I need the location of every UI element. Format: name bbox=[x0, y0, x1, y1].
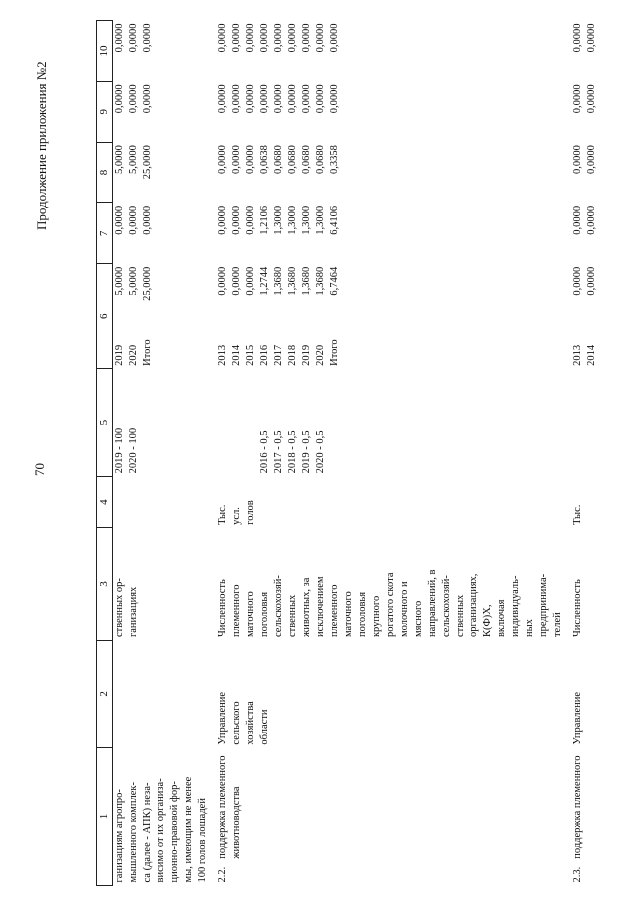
text-line: ных bbox=[524, 619, 536, 638]
text-line: 2020 - 100 bbox=[127, 427, 139, 474]
unit bbox=[565, 476, 599, 527]
unit bbox=[210, 476, 565, 527]
text-line: 2019 - 0,5 bbox=[301, 430, 313, 474]
text-line: 0,0000 bbox=[231, 145, 243, 175]
federal-funding bbox=[565, 203, 599, 264]
text-line: 2019 bbox=[301, 344, 313, 366]
text-line: мышленного комплек- bbox=[127, 782, 139, 883]
text-line: 1,3000 bbox=[301, 205, 313, 235]
text-line: 0,0000 bbox=[113, 84, 125, 114]
text-line: предпринима- bbox=[538, 573, 550, 638]
table-row bbox=[112, 21, 210, 886]
text-line: племенного bbox=[231, 584, 243, 638]
other-funding bbox=[210, 21, 565, 82]
text-line: 2013 bbox=[572, 344, 584, 366]
text-line: 0,0000 bbox=[287, 84, 299, 114]
text-line: 0,0000 bbox=[586, 145, 598, 175]
text-line: 0,0000 bbox=[586, 266, 598, 296]
text-line: 2020 - 0,5 bbox=[314, 430, 326, 474]
text-line: животных, за bbox=[301, 577, 313, 638]
indicator bbox=[565, 528, 599, 640]
text-line: 0,0000 bbox=[301, 23, 313, 53]
text-line: маточного bbox=[342, 591, 354, 638]
table-row bbox=[210, 21, 565, 886]
text-line: 2014 bbox=[586, 344, 598, 366]
text-line: 2019 - 100 bbox=[113, 427, 125, 474]
text-line: 0,0000 bbox=[572, 84, 584, 114]
other-funding bbox=[112, 21, 210, 82]
indicator bbox=[210, 528, 565, 640]
text-line: 0,0000 bbox=[245, 145, 257, 175]
text-line: животноводства bbox=[231, 786, 243, 859]
text-line: са (далее - АПК) неза- bbox=[141, 782, 153, 883]
page-number: 70 bbox=[32, 463, 47, 476]
text-line: Численность bbox=[217, 579, 229, 638]
text-line: Итого bbox=[141, 339, 153, 366]
text-line: 0,0000 bbox=[245, 205, 257, 235]
text-line bbox=[216, 372, 230, 474]
text-line: 0,0000 bbox=[113, 23, 125, 53]
text-line: 1,3000 bbox=[287, 205, 299, 235]
text-line: 0,0000 bbox=[113, 205, 125, 235]
text-line: мясного bbox=[412, 600, 424, 638]
program-table bbox=[96, 20, 599, 886]
text-line: 0,0000 bbox=[127, 205, 139, 235]
text-line: 1,3680 bbox=[273, 266, 285, 296]
text-line: 0,0000 bbox=[273, 84, 285, 114]
text-line: 5,0000 bbox=[127, 145, 139, 175]
text-line: сельскохозяй- bbox=[440, 575, 452, 638]
unit bbox=[112, 476, 210, 527]
text-line: 0,0000 bbox=[572, 266, 584, 296]
text-line: усл. bbox=[231, 507, 243, 525]
local-funding bbox=[210, 81, 565, 142]
regional-funding bbox=[565, 142, 599, 203]
text-line: 25,0000 bbox=[141, 145, 153, 180]
header-col-4: 4 bbox=[97, 476, 113, 527]
text-line: сельского bbox=[231, 701, 243, 745]
text-line: 1,3680 bbox=[301, 266, 313, 296]
text-line: ственных bbox=[454, 594, 466, 638]
text-line: 0,0000 bbox=[572, 145, 584, 175]
text-line: племенного bbox=[328, 584, 340, 638]
text-line: ственных ор- bbox=[113, 578, 125, 638]
measure-text bbox=[571, 755, 585, 858]
text-line: 2018 bbox=[287, 344, 299, 366]
text-line: 2016 bbox=[259, 344, 271, 366]
text-line: 0,0000 bbox=[273, 23, 285, 53]
text-line: 0,0000 bbox=[217, 205, 229, 235]
years bbox=[112, 324, 210, 368]
text-line: 0,0000 bbox=[586, 23, 598, 53]
text-line: 0,0000 bbox=[141, 84, 153, 114]
text-line: 0,0000 bbox=[127, 84, 139, 114]
text-line: 5,0000 bbox=[127, 266, 139, 296]
text-line: 1,2106 bbox=[259, 205, 271, 235]
text-line: Управление bbox=[217, 691, 229, 745]
measure-name bbox=[565, 748, 599, 886]
text-line: ционно-правовой фор- bbox=[169, 781, 181, 883]
text-line: 0,0000 bbox=[231, 23, 243, 53]
text-line: 2016 - 0,5 bbox=[259, 430, 271, 474]
regional-funding bbox=[210, 142, 565, 203]
text-line: крупного bbox=[370, 595, 382, 638]
text-line: 2020 bbox=[314, 344, 326, 366]
text-line: К(Ф)Х, bbox=[482, 604, 494, 638]
text-line: 25,0000 bbox=[141, 266, 153, 301]
federal-funding bbox=[210, 203, 565, 264]
text-line: 0,0000 bbox=[217, 84, 229, 114]
text-line: рогатого скота bbox=[384, 572, 396, 638]
text-line: 1,3000 bbox=[273, 205, 285, 235]
text-line: 0,0000 bbox=[287, 23, 299, 53]
text-line: поддержка племенного bbox=[572, 755, 584, 859]
text-line: 6,7464 bbox=[328, 266, 340, 296]
executor bbox=[210, 640, 565, 748]
text-line: 2018 - 0,5 bbox=[287, 430, 299, 474]
total-funding bbox=[565, 264, 599, 325]
text-line: ственных bbox=[287, 594, 299, 638]
text-line: 2013 bbox=[217, 344, 229, 366]
measure-name bbox=[112, 748, 210, 886]
text-line: ганизациях bbox=[127, 586, 139, 638]
target-values bbox=[565, 369, 599, 477]
text-line: 0,0000 bbox=[217, 266, 229, 296]
text-line: 0,0000 bbox=[127, 23, 139, 53]
other-funding bbox=[565, 21, 599, 82]
text-line: 0,0000 bbox=[217, 23, 229, 53]
text-line: 0,0000 bbox=[245, 84, 257, 114]
text-line: 2017 - 0,5 bbox=[273, 430, 285, 474]
text-line: исключением bbox=[314, 576, 326, 638]
text-line: маточного bbox=[245, 591, 257, 638]
text-line: 5,0000 bbox=[113, 145, 125, 175]
row-number: 2.3. bbox=[572, 866, 584, 883]
total-funding bbox=[210, 264, 565, 325]
text-line: голов bbox=[245, 500, 257, 525]
text-line: 2014 bbox=[231, 344, 243, 366]
text-line: 0,0000 bbox=[231, 205, 243, 235]
regional-funding bbox=[112, 142, 210, 203]
measure-text bbox=[216, 755, 244, 858]
text-line: Итого bbox=[328, 339, 340, 366]
text-line: 0,0000 bbox=[231, 266, 243, 296]
header-col-2: 2 bbox=[97, 640, 113, 748]
text-line: 0,0000 bbox=[328, 23, 340, 53]
text-line: поголовья bbox=[356, 591, 368, 638]
header-col-8: 8 bbox=[97, 142, 113, 203]
text-line: 0,0000 bbox=[314, 84, 326, 114]
total-funding bbox=[112, 264, 210, 325]
text-line: 0,0000 bbox=[301, 84, 313, 114]
local-funding bbox=[112, 81, 210, 142]
text-line: 0,0000 bbox=[572, 23, 584, 53]
years bbox=[210, 324, 565, 368]
text-line: сельскохозяй- bbox=[273, 575, 285, 638]
text-line: 0,0000 bbox=[328, 84, 340, 114]
text-line: организациях, bbox=[468, 573, 480, 638]
measure-name bbox=[210, 748, 565, 886]
text-line: области bbox=[259, 709, 271, 745]
rotated-table-container bbox=[96, 20, 596, 886]
text-line: 0,0000 bbox=[314, 23, 326, 53]
header-col-6: 6 bbox=[97, 264, 113, 369]
text-line: 0,0000 bbox=[141, 23, 153, 53]
text-line: 1,3680 bbox=[314, 266, 326, 296]
text-line: ганизациям агропро- bbox=[113, 789, 125, 883]
header-col-7: 7 bbox=[97, 203, 113, 264]
text-line: 1,3680 bbox=[287, 266, 299, 296]
years bbox=[565, 324, 599, 368]
text-line: 0,0000 bbox=[586, 84, 598, 114]
text-line: 0,0680 bbox=[301, 145, 313, 175]
text-line: 1,2744 bbox=[259, 266, 271, 296]
text-line: Численность bbox=[572, 579, 584, 638]
row-number: 2.2. bbox=[217, 866, 229, 883]
text-line: 0,0000 bbox=[586, 205, 598, 235]
text-line: 0,3358 bbox=[328, 145, 340, 175]
text-line: 2019 bbox=[113, 344, 125, 366]
target-values bbox=[112, 369, 210, 477]
header-col-1: 1 bbox=[97, 748, 113, 886]
header-col-9: 9 bbox=[97, 81, 113, 142]
text-line bbox=[244, 372, 258, 474]
text-line: Тыс. bbox=[217, 504, 229, 525]
text-line: 2017 bbox=[273, 344, 285, 366]
text-line: поголовья bbox=[259, 591, 271, 638]
executor bbox=[112, 640, 210, 748]
text-line: телей bbox=[552, 612, 564, 638]
text-line: 0,0000 bbox=[231, 84, 243, 114]
indicator bbox=[112, 528, 210, 640]
continuation-heading: Продолжение приложения №2 bbox=[34, 61, 49, 230]
target-values bbox=[210, 369, 565, 477]
federal-funding bbox=[112, 203, 210, 264]
text-line: Тыс. bbox=[572, 504, 584, 525]
text-line: молочного и bbox=[398, 581, 410, 638]
text-line: 100 голов лошадей bbox=[197, 798, 209, 883]
text-line bbox=[230, 372, 244, 474]
text-line: мы, имеющим не менее bbox=[183, 776, 195, 883]
text-line: поддержка племенного bbox=[217, 755, 229, 859]
text-line: 0,0638 bbox=[259, 145, 271, 175]
table-row bbox=[565, 21, 599, 886]
header-col-5: 5 bbox=[97, 369, 113, 477]
text-line: висимо от их организа- bbox=[155, 778, 167, 883]
text-line: 0,0000 bbox=[141, 205, 153, 235]
text-line: 6,4106 bbox=[328, 205, 340, 235]
text-line: включая bbox=[496, 599, 508, 638]
text-line: 2015 bbox=[245, 344, 257, 366]
text-line: 0,0000 bbox=[245, 23, 257, 53]
header-col-10: 10 bbox=[97, 21, 113, 82]
header-col-3: 3 bbox=[97, 528, 113, 640]
text-line: Управление bbox=[572, 691, 584, 745]
text-line: 2020 bbox=[127, 344, 139, 366]
text-line: направлений, в bbox=[426, 569, 438, 638]
local-funding bbox=[565, 81, 599, 142]
text-line: 0,0000 bbox=[217, 145, 229, 175]
text-line: 0,0000 bbox=[259, 23, 271, 53]
text-line: индивидуаль- bbox=[510, 575, 522, 638]
text-line: хозяйства bbox=[245, 701, 257, 745]
text-line: 0,0680 bbox=[314, 145, 326, 175]
text-line: 0,0000 bbox=[572, 205, 584, 235]
text-line: 0,0000 bbox=[245, 266, 257, 296]
text-line: 5,0000 bbox=[113, 266, 125, 296]
text-line: 1,3000 bbox=[314, 205, 326, 235]
executor bbox=[565, 640, 599, 748]
text-line: 0,0000 bbox=[259, 84, 271, 114]
header-row bbox=[97, 21, 113, 886]
text-line: 0,0680 bbox=[273, 145, 285, 175]
text-line: 0,0680 bbox=[287, 145, 299, 175]
